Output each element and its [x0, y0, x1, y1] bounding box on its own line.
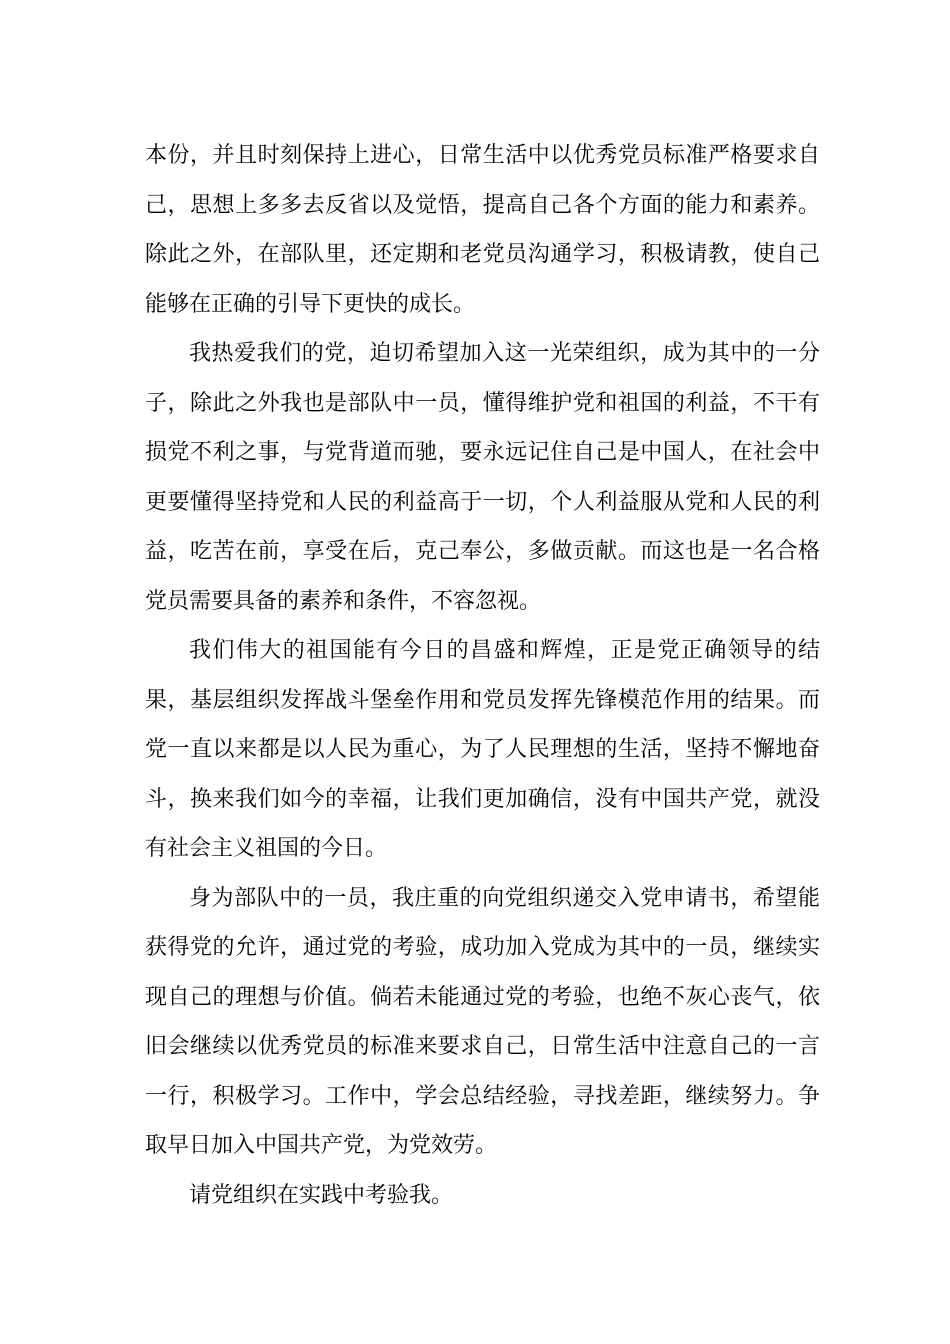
paragraph-great-motherland: 我们伟大的祖国能有今日的昌盛和辉煌，正是党正确领导的结果，基层组织发挥战斗堡垒作用和党员发挥先锋模范作用的结果。而党一直以来都是以人民为重心，为了人民理想的生活，坚持不懈地奋斗，换来我们如今的幸福，让我们更加确信，没有中国共产党，就没有社会主义祖国的今日。 — [145, 638, 820, 861]
paragraph-continued: 本份，并且时刻保持上进心，日常生活中以优秀党员标准严格要求自己，思想上多多去反省以及觉悟，提高自己各个方面的能力和素养。除此之外，在部队里，还定期和老党员沟通学习，积极请教，使自己能够在正确的引导下更快的成长。 — [145, 143, 820, 317]
paragraph-closing: 请党组织在实践中考验我。 — [189, 1182, 454, 1208]
paragraph-submit-application: 身为部队中的一员，我庄重的向党组织递交入党申请书，希望能获得党的允许，通过党的考验，成功加入党成为其中的一员，继续实现自己的理想与价值。倘若未能通过党的考验，也绝不灰心丧气，依旧会继续以优秀党员的标准来要求自己，日常生活中注意自己的一言一行，积极学习。工作中，学会总结经验，寻找差距，继续努力。争取早日加入中国共产党，为党效劳。 — [145, 885, 820, 1158]
paragraph-love-party: 我热爱我们的党，迫切希望加入这一光荣组织，成为其中的一分子，除此之外我也是部队中一员，懂得维护党和祖国的利益，不干有损党不利之事，与党背道而驰，要永远记住自己是中国人，在社会中更要懂得坚持党和人民的利益高于一切，个人利益服从党和人民的利益，吃苦在前，享受在后，克己奉公，多做贡献。而这也是一名合格党员需要具备的素养和条件，不容忽视。 — [145, 341, 820, 614]
document-body — [145, 131, 820, 1220]
